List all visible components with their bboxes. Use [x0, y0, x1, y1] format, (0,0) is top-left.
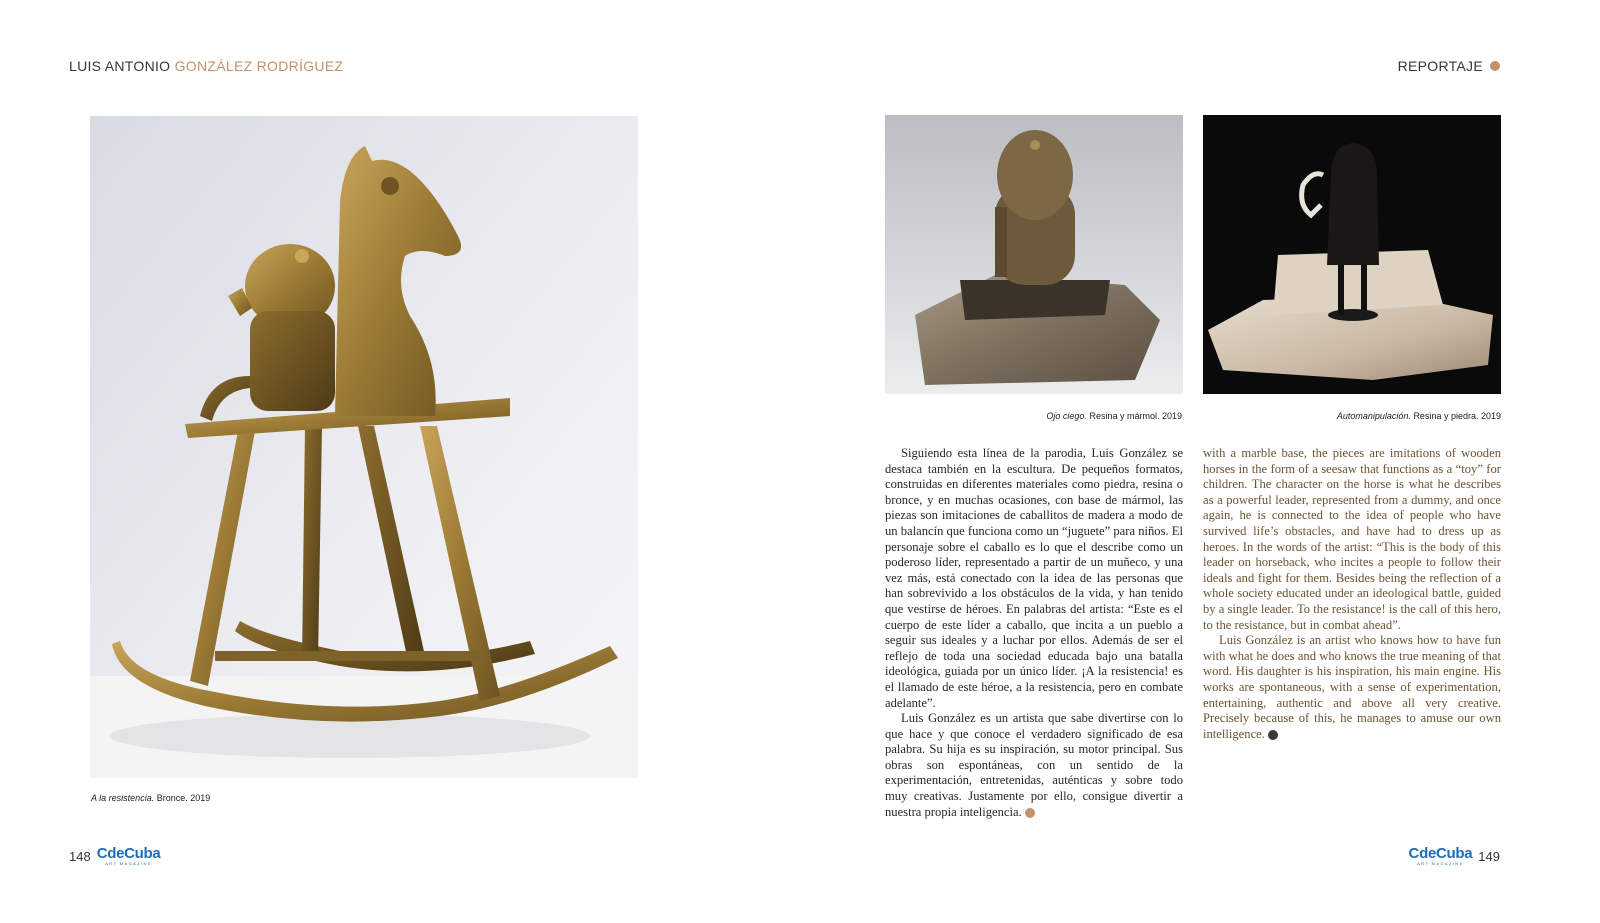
caption-title: Ojo ciego. [1046, 411, 1087, 421]
author-last-name: GONZÁLEZ RODRÍGUEZ [174, 58, 344, 74]
paragraph-es-1: Siguiendo esta línea de la parodia, Luis González se destaca también en la escultura. De pequeños formatos, construidas en diferentes materiales como piedra, resina o bronce, y en muchas ocasiones, con base de mármol, las piezas son imitaciones de caballitos de madera a modo de un balancín que funciona como un “juguete” para niños. El personaje sobre el caballo es lo que el describe como un poderoso líder, representado a partir de un muñeco, y una vez más, está conectado con la idea de las personas que han sobrevivido a los obstáculos de la vida, y han tenido que vestirse de héroes. En palabras del artista: “Este es el cuerpo de este líder a caballo, que incita a un pueblo a seguir sus ideales y a luchar por ellos. Además de ser el reflejo de toda una sociedad educada bajo una batalla ideológica, guiada por un único líder. ¡A la resistencia! es el llamado de este héroe, a la resistencia, pero en combate adelante”. [885, 446, 1183, 710]
photo-a-la-resistencia [90, 116, 638, 778]
caption-details: Bronce. 2019 [156, 793, 211, 803]
paragraph-es-2-text: Luis González es un artista que sabe divertirse con lo que hace y que conoce el verdadero significado de esa palabra. Su hija es su inspiración, su motor principal. Sus obras son espontáneas, con un sentido de la experimentación, entretenidas, auténticas y sobre todo muy creativas. Justamente por ello, consigue divertir a nuestra propia inteligencia. [885, 711, 1183, 819]
author-first-name: LUIS ANTONIO [69, 58, 171, 74]
page-number-right: 149 [1478, 848, 1500, 864]
logo-word: CdeCuba [96, 845, 161, 862]
logo-subtitle: ART MAGAZINE [1417, 861, 1464, 866]
magazine-logo [1409, 846, 1473, 866]
section-label: REPORTAJE [1397, 58, 1483, 74]
photo-ojo-ciego [885, 115, 1183, 394]
section-dot-icon [1490, 61, 1500, 71]
paragraph-es-2 [885, 711, 1183, 820]
paragraph-en-1: with a marble base, the pieces are imitations of wooden horses in the form of a seesaw that functions as a “toy” for children. The character on the horse is what he describes as a powerful leader, represented from a dummy, and once again, he is connected to the idea of people who have survived life’s obstacles, and have had to dress up as heroes. In the words of the artist: “This is the body of this leader on horseback, who incites a people to follow their ideals and fight for them. Besides being the reflection of a whole society educated under an ideological battle, guided by a single leader. To the resistance! is the call of this hero, to the resistance, but in combat ahead”. [1203, 446, 1501, 632]
end-mark-dot-icon [1025, 808, 1035, 818]
caption-automanipulacion [1337, 411, 1501, 421]
end-mark-dot-icon [1268, 730, 1278, 740]
caption-title: A la resistencia. [91, 793, 155, 803]
caption-details: Resina y mármol. 2019 [1089, 411, 1182, 421]
running-head-author [69, 58, 343, 74]
magazine-logo [97, 846, 161, 866]
photo-automanipulacion [1203, 115, 1501, 394]
paragraph-en-2 [1203, 633, 1501, 742]
caption-details: Resina y piedra. 2019 [1413, 411, 1501, 421]
logo-word: CdeCuba [1408, 845, 1473, 862]
article-column-spanish [885, 446, 1183, 820]
caption-title: Automanipulación. [1336, 411, 1411, 421]
caption-ojo-ciego [1046, 411, 1182, 421]
logo-subtitle: ART MAGAZINE [105, 861, 152, 866]
paragraph-en-2-text: Luis González is an artist who knows how to have fun with what he does and who knows the true meaning of that word. His daughter is his inspiration, his main engine. His works are spontaneous, with a sense of experimentation, entertaining, authentic and above all very creative. Precisely because of this, he manages to amuse our own intelligence. [1203, 633, 1501, 741]
page-number-left: 148 [69, 848, 91, 864]
folio-left [69, 846, 160, 866]
caption-a-la-resistencia [91, 793, 210, 803]
running-head-section [1398, 58, 1500, 74]
article-column-english [1203, 446, 1501, 742]
folio-right [1409, 846, 1500, 866]
